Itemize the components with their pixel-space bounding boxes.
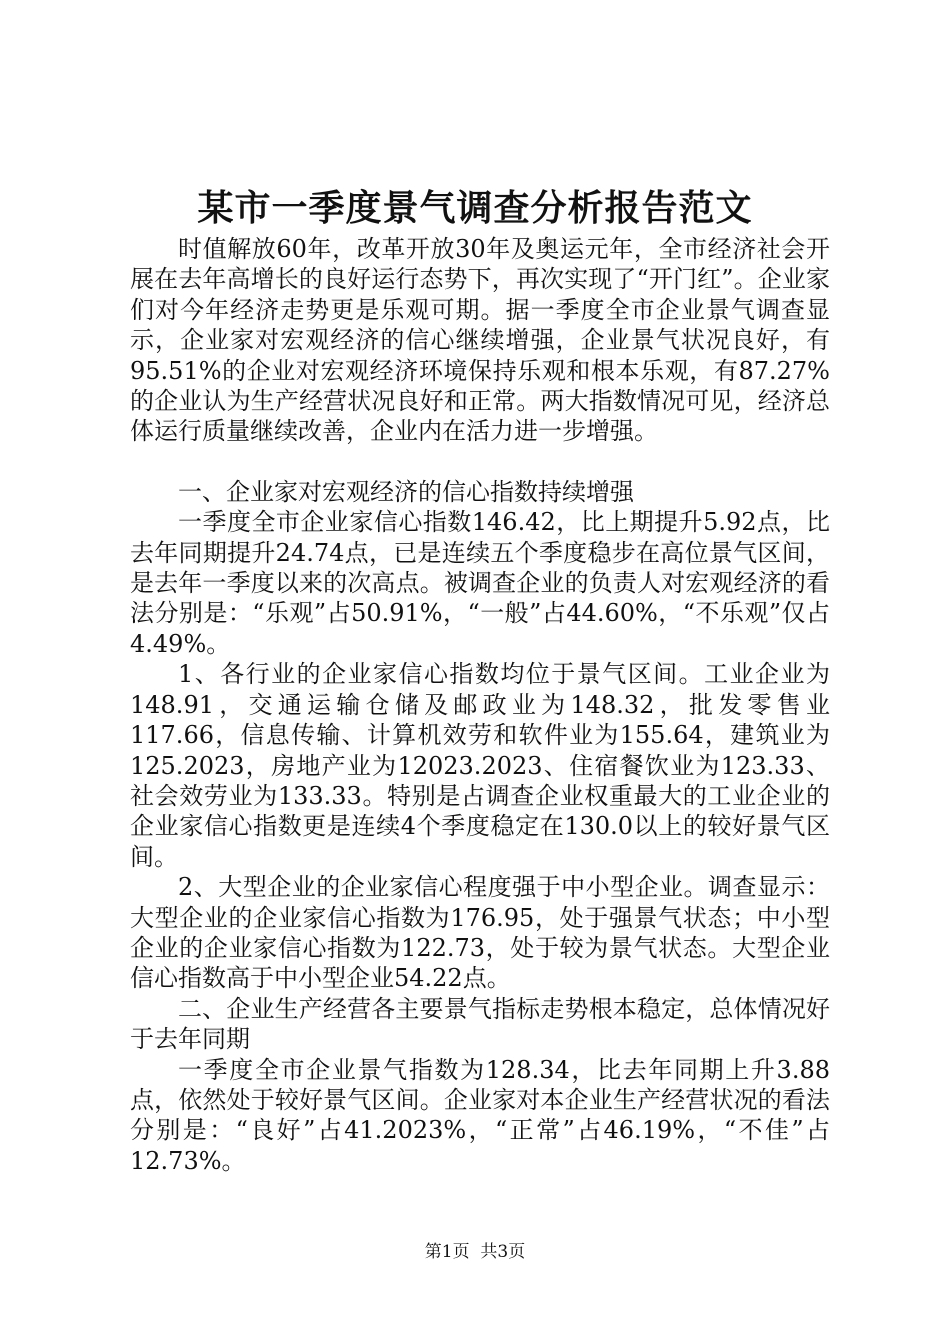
body-paragraph: 一季度全市企业景气指数为128.34，比去年同期上升3.88点，依然处于较好景气区间。企业家对本企业生产经营状况的看法分别是：“良好”占41.2023%，“正常”占46.19%，“不佳”占12.73%。 [130, 1055, 830, 1175]
intro-paragraph: 时值解放60年，改革开放30年及奥运元年，全市经济社会开展在去年高增长的良好运行态势下，再次实现了“开门红”。企业家们对今年经济走势更是乐观可期。据一季度全市企业景气调查显示，企业家对宏观经济的信心继续增强，企业景气状况良好，有95.51%的企业对宏观经济环境保持乐观和根本乐观，有87.27%的企业认为生产经营状况良好和正常。两大指数情况可见，经济总体运行质量继续改善，企业内在活力进一步增强。 [130, 235, 830, 446]
body-paragraph: 一季度全市企业家信心指数146.42，比上期提升5.92点，比去年同期提升24.74点，已是连续五个季度稳步在高位景气区间，是去年一季度以来的次高点。被调查企业的负责人对宏观经济的看法分别是：“乐观”占50.91%，“一般”占44.60%，“不乐观”仅占4.49%。 [130, 508, 830, 658]
section-heading-2: 二、企业生产经营各主要景气指标走势根本稳定，总体情况好于去年同期 [130, 994, 830, 1054]
page-number: 第1页 [424, 1242, 470, 1262]
section-heading-1: 一、企业家对宏观经济的信心指数持续增强 [178, 477, 634, 506]
page-footer [0, 1240, 950, 1264]
page-total: 共3页 [480, 1242, 526, 1262]
document-title: 某市一季度景气调查分析报告范文 [197, 187, 753, 229]
body-paragraph: 1、各行业的企业家信心指数均位于景气区间。工业企业为148.91，交通运输仓储及邮政业为148.32，批发零售业117.66，信息传输、计算机效劳和软件业为155.64，建筑业为125.2023，房地产业为12023.2023、住宿餐饮业为123.33、社会效劳业为133.33。特别是占调查企业权重最大的工业企业的企业家信心指数更是连续4个季度稳定在130.0以上的较好景气区间。 [130, 660, 830, 871]
body-paragraph: 2、大型企业的企业家信心程度强于中小型企业。调查显示：大型企业的企业家信心指数为176.95，处于强景气状态；中小型企业的企业家信心指数为122.73，处于较为景气状态。大型企业信心指数高于中小型企业54.22点。 [130, 873, 830, 993]
document-body [130, 234, 830, 1176]
